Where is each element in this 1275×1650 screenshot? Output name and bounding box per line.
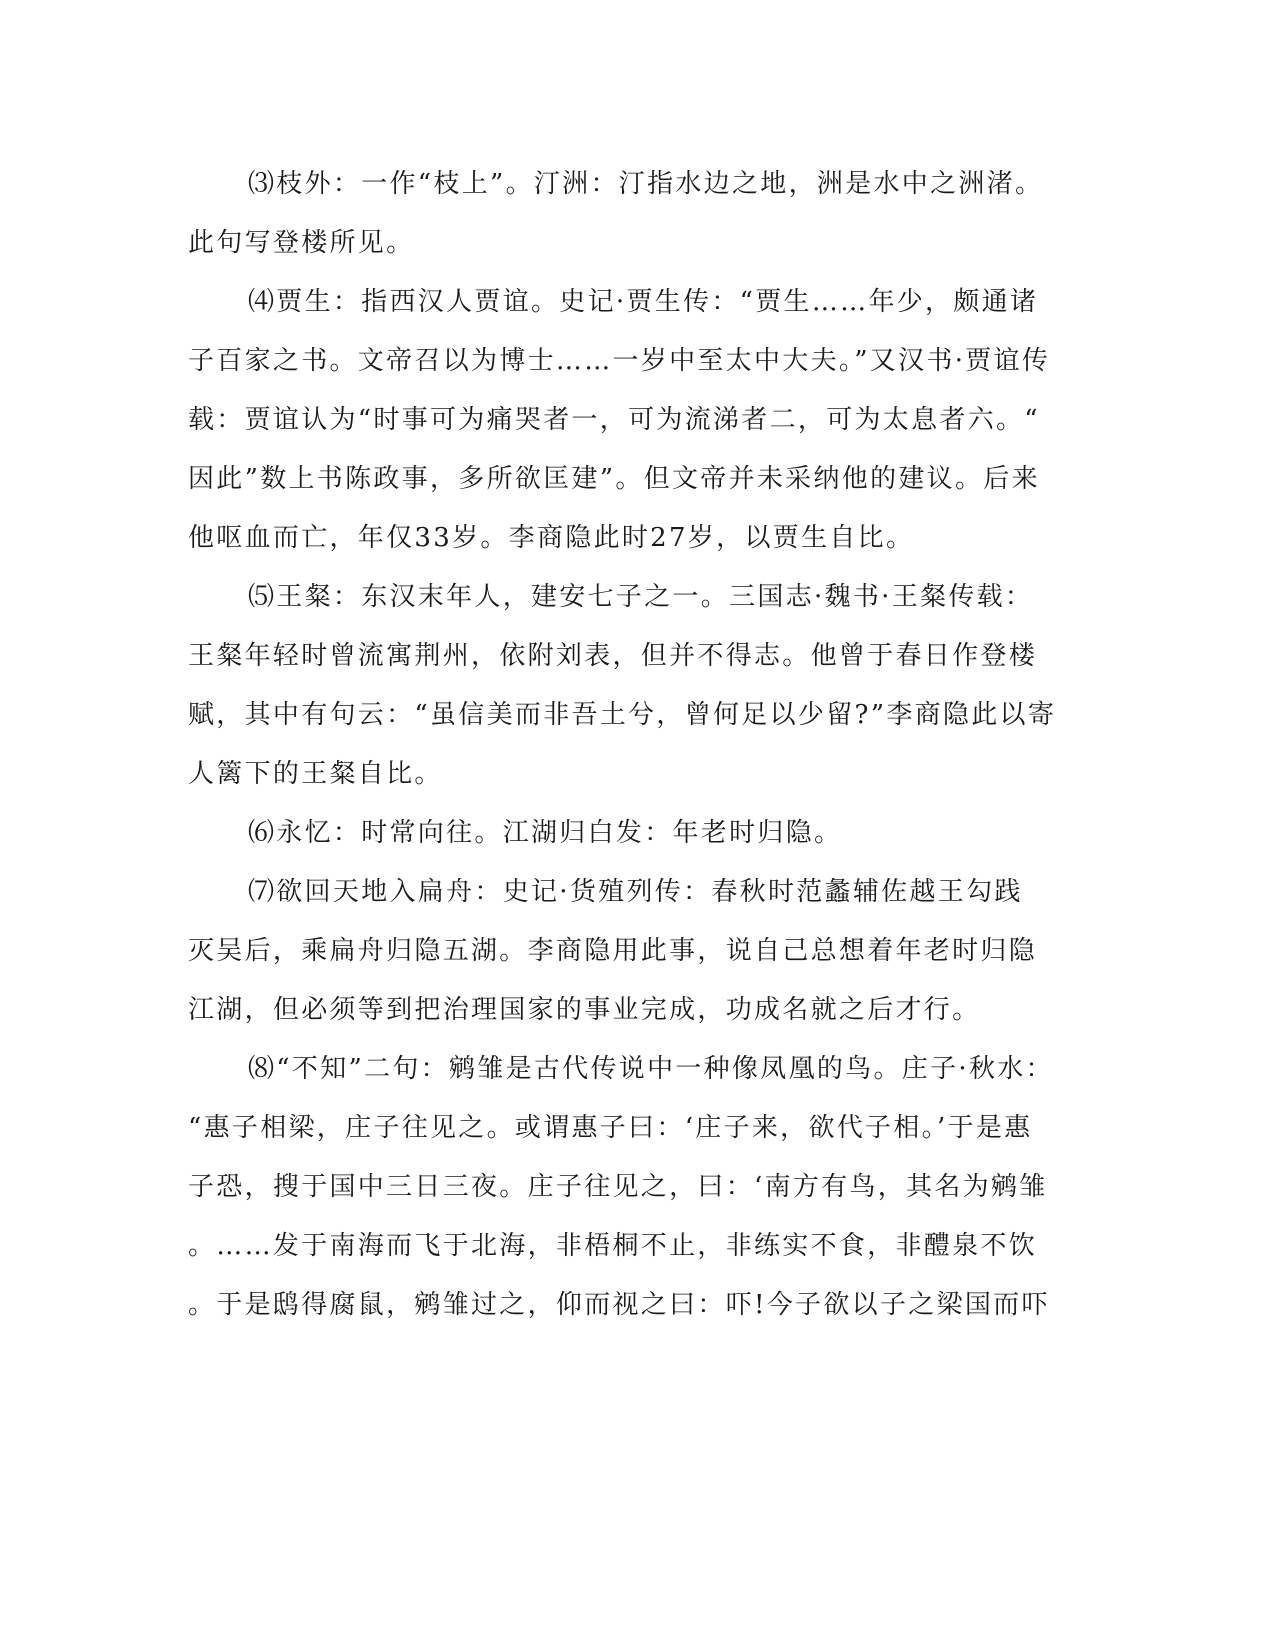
text-line: 因此”数上书陈政事，多所欲匡建”。但文帝并未采纳他的建议。后来 xyxy=(188,464,1040,494)
text-line: 王粲年轻时曾流寓荆州，依附刘表，但并不得志。他曾于春日作登楼 xyxy=(188,641,1038,671)
text-line: ⑹永忆：时常向往。江湖归白发：年老时归隐。 xyxy=(248,818,843,848)
note-paragraph-6 xyxy=(188,804,1068,863)
text-line: ⑸王粲：东汉末年人，建安七子之一。三国志·魏书·王粲传载： xyxy=(248,582,1034,612)
text-line: 江湖，但必须等到把治理国家的事业完成，功成名就之后才行。 xyxy=(188,995,981,1025)
text-line: 人篱下的王粲自比。 xyxy=(188,759,443,789)
text-line: ⑶枝外：一作“枝上”。汀洲：汀指水边之地，洲是水中之洲渚。 xyxy=(248,169,1044,199)
text-line: ⑺欲回天地入扁舟：史记·货殖列传：春秋时范蠡辅佐越王勾践 xyxy=(248,877,1023,907)
note-paragraph-4 xyxy=(188,273,1068,568)
text-line: 此句写登楼所见。 xyxy=(188,228,415,258)
text-line: 。……发于南海而飞于北海，非梧桐不止，非练实不食，非醴泉不饮 xyxy=(188,1231,1038,1261)
text-line: 。于是鸱得腐鼠，鹓雏过之，仰而视之曰：吓!今子欲以子之梁国而吓 xyxy=(188,1290,1050,1320)
note-paragraph-8 xyxy=(188,1040,1068,1335)
text-line: ⑻“不知”二句：鹓雏是古代传说中一种像凤凰的鸟。庄子·秋水： xyxy=(248,1054,1054,1084)
text-line: 载：贾谊认为“时事可为痛哭者一，可为流涕者二，可为太息者六。“ xyxy=(188,405,1040,435)
note-paragraph-5 xyxy=(188,568,1068,804)
text-line: 子恐，搜于国中三日三夜。庄子往见之，曰：‘南方有鸟，其名为鹓雏 xyxy=(188,1172,1048,1202)
annotation-text xyxy=(188,155,1068,1335)
text-line: 赋，其中有句云：“虽信美而非吾土兮，曾何足以少留?”李商隐此以寄 xyxy=(188,700,1057,730)
text-line: ⑷贾生：指西汉人贾谊。史记·贾生传：“贾生……年少，颇通诸 xyxy=(248,287,1039,317)
text-line: “惠子相梁，庄子往见之。或谓惠子曰：‘庄子来，欲代子相。’于是惠 xyxy=(188,1113,1033,1143)
text-line: 灭吴后，乘扁舟归隐五湖。李商隐用此事，说自己总想着年老时归隐 xyxy=(188,936,1038,966)
text-line: 他呕血而亡，年仅33岁。李商隐此时27岁，以贾生自比。 xyxy=(188,523,915,553)
text-line: 子百家之书。文帝召以为博士……一岁中至太中大夫。”又汉书·贾谊传 xyxy=(188,346,1051,376)
note-paragraph-7 xyxy=(188,863,1068,1040)
note-paragraph-3 xyxy=(188,155,1068,273)
